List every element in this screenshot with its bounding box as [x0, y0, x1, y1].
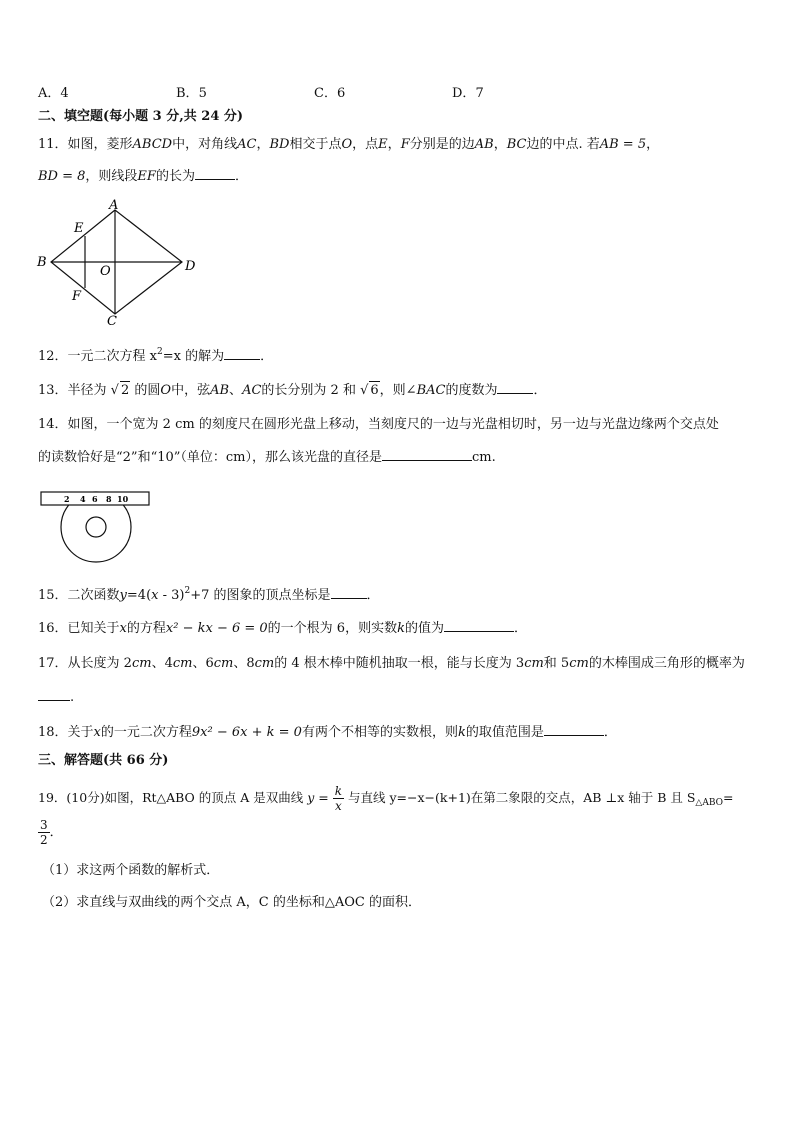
section-3-title: 三、解答题(共 66 分): [38, 753, 169, 768]
answer-blank: [444, 618, 514, 632]
rhombus-figure: [34, 198, 204, 328]
label-a: A: [109, 198, 119, 213]
ruler-disc-figure: [36, 486, 156, 568]
label-f: F: [72, 289, 82, 304]
answer-blank: [195, 166, 235, 180]
fraction-three-halves: $\frac{3}{2}$: [40, 818, 48, 847]
question-12: 12．一元二次方程 $x^2=x$ 的解为 ．: [38, 347, 274, 364]
section-2-title: 二、填空题(每小题 3 分,共 24 分): [38, 109, 244, 124]
question-17-line-2: .: [38, 687, 74, 707]
label-d: D: [185, 259, 196, 274]
question-16: 16．已知关于x的方程x² − kx − 6 = 0的一个根为 6，则实数k的值为 ．: [38, 618, 527, 638]
label-c: C: [107, 314, 117, 328]
label-e: E: [74, 221, 84, 236]
question-13: 13．半径为 √ 2 的圆O中，弦AB、AC的长分别为 2 和 √ 6，则∠BAC的度数为 ．: [38, 380, 546, 400]
question-14-line-1: 14．如图，一个宽为 2 cm 的刻度尺在圆形光盘上移动，当刻度尺的一边与光盘相切时，另一边与光盘边缘两个交点处: [38, 417, 719, 432]
question-14-line-2: 的读数恰好是“2”和“10”（单位：cm），那么该光盘的直径是 cm.: [38, 447, 496, 467]
question-19-sub-1: （1）求这两个函数的解析式．: [42, 863, 220, 878]
option-a: A．4: [38, 86, 69, 101]
ruler-tick-4: 4: [80, 494, 86, 504]
ruler-tick-2: 2: [64, 494, 70, 504]
question-17-line-1: 17．从长度为 2cm、4cm、6cm、8cm的 4 根木棒中随机抽取一根，能与长度为 3cm和 5cm的木棒围成三角形的概率为: [38, 656, 745, 671]
question-11-line-2: BD = 8，则线段EF的长为 ．: [38, 166, 248, 186]
question-18: 18．关于x的一元二次方程9x² − 6x + k = 0有两个不相等的实数根，则k的取值范围是 ．: [38, 722, 617, 742]
ruler-tick-10: 10: [117, 494, 129, 504]
option-d: D．7: [452, 86, 484, 101]
question-19-line-1: 19．(10分)如图，Rt△ABO 的顶点 A 是双曲线 y = $\frac{k}{x}$ 与直线 y=−x−(k+1)在第二象限的交点，AB ⊥x 轴于 B 且 $S_{\triangle ABO}=$: [38, 784, 734, 813]
question-19-line-2: $\frac{3}{2}$ ．: [40, 818, 63, 847]
answer-blank: [382, 447, 472, 461]
label-b: B: [37, 255, 47, 270]
answer-blank: [544, 722, 604, 736]
answer-blank: [38, 687, 70, 701]
ruler-tick-8: 8: [106, 494, 112, 504]
option-c: C．6: [314, 86, 346, 101]
option-b: B．5: [176, 86, 207, 101]
fraction-k-over-x: $\frac{k}{x}$: [334, 784, 343, 813]
ruler-tick-6: 6: [92, 494, 98, 504]
answer-blank: [497, 380, 533, 394]
label-o: O: [100, 264, 111, 279]
answer-blank: [224, 346, 260, 360]
disc-inner-circle: [86, 517, 106, 537]
question-19-sub-2: （2）求直线与双曲线的两个交点 A，C 的坐标和△AOC 的面积．: [42, 895, 421, 910]
question-15: 15．二次函数y=4(x - 3)$^2$+7 的图象的顶点坐标是 ．: [38, 586, 380, 603]
answer-blank: [331, 585, 367, 599]
question-11-line-1: 11．如图，菱形ABCD中，对角线AC，BD相交于点O，点E，F分别是的边AB，BC边的中点. 若AB = 5，: [38, 137, 660, 152]
